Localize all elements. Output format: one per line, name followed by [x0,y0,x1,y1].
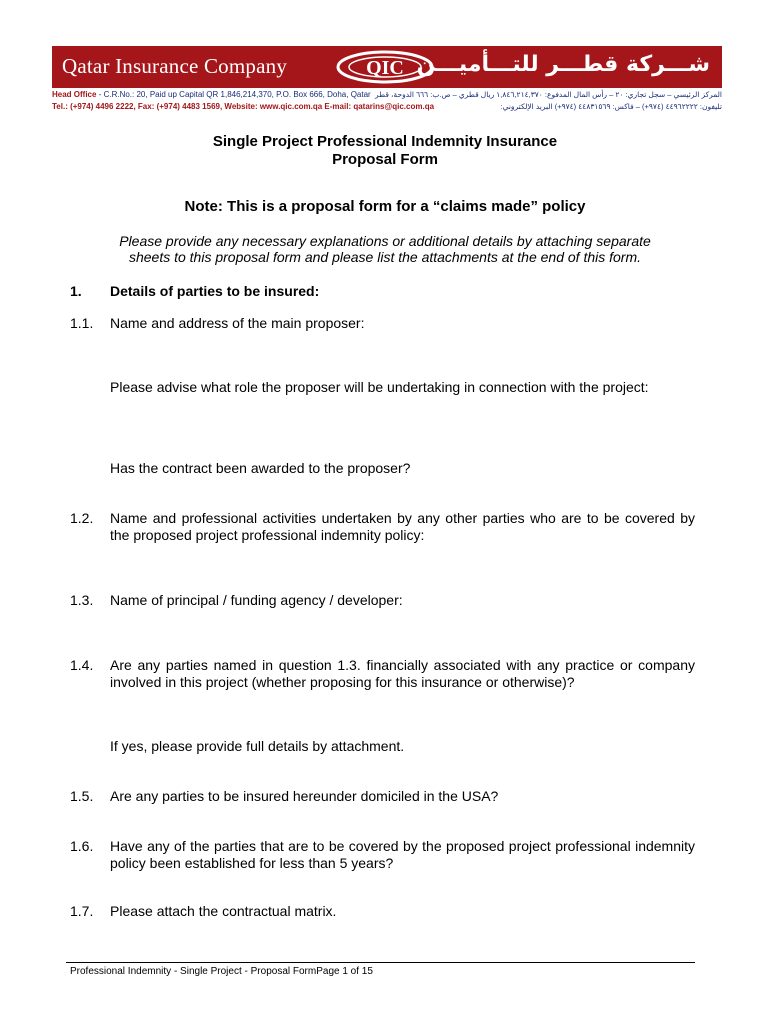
q1-4-followup-text: If yes, please provide full details by attachment. [110,738,405,754]
q1-7-number: 1.7. [70,903,94,919]
q1-1-number: 1.1. [70,315,94,331]
claims-made-note: Note: This is a proposal form for a “claims made” policy [184,198,586,215]
company-name-ar: شـــركة قطـــر للتـــأميـــن [416,52,710,77]
section-number: 1. [70,283,82,299]
q1-5-text: Are any parties to be insured hereunder domiciled in the USA? [110,788,499,804]
q1-2-number: 1.2. [70,510,94,526]
q1-1-role-text: Please advise what role the proposer will be undertaking in connection with the project: [110,379,649,395]
q1-5-number: 1.5. [70,788,94,804]
logo-text: QIC [366,57,404,79]
q1-4-text: Are any parties named in question 1.3. financially associated with any practice or company involved in this project (whether proposing for this insurance or otherwise)? [110,657,695,690]
form-subtitle: Proposal Form [332,151,438,168]
q1-2-text: Name and professional activities undertaken by any other parties who are to be covered by the proposed project professional indemnity policy: [110,510,695,543]
contact-text-ar: تليفون: ٤٤٩٦٢٢٢٢ (٩٧٤+) – فاكس: ٤٤٨٣١٥٦٩ (٩٧٤+) البريد الإلكتروني: [500,102,722,111]
q1-6-number: 1.6. [70,838,94,854]
head-office-text-ar: المركز الرئيسي – سجل تجاري: ٢٠ – رأس المال المدفوع: ١,٨٤٦,٢١٤,٣٧٠ ريال قطري – ص.ب: ٦٦٦ الدوحة، قطر [375,90,722,99]
q1-1-text: Name and address of the main proposer: [110,315,365,331]
contact-text: Tel.: (+974) 4496 2222, Fax: (+974) 4483 1569, Website: www.qic.com.qa E-mail: qatarins@qic.com.qa [52,102,435,111]
letterhead-banner [52,46,722,88]
head-office-label: Head Office [52,90,97,99]
page-footer: Professional Indemnity - Single Project - Proposal FormPage 1 of 15 [70,966,373,977]
q1-3-text: Name of principal / funding agency / developer: [110,592,403,608]
form-title: Single Project Professional Indemnity Insurance [212,133,558,150]
head-office-text: - C.R.No.: 20, Paid up Capital QR 1,846,214,370, P.O. Box 666, Doha, Qatar [96,90,371,99]
section-heading: Details of parties to be insured: [110,283,320,299]
instructions-line-1: Please provide any necessary explanations or additional details by attaching separate [119,233,651,249]
q1-1-awarded-text: Has the contract been awarded to the proposer? [110,460,411,476]
q1-3-number: 1.3. [70,592,94,608]
q1-7-text: Please attach the contractual matrix. [110,903,337,919]
contact-line [52,102,722,115]
footer-divider [66,962,695,963]
company-name-en: Qatar Insurance Company [62,54,288,78]
instructions-line-2: sheets to this proposal form and please list the attachments at the end of this form. [128,249,642,265]
q1-6-text: Have any of the parties that are to be covered by the proposed project professional indemnity policy been established for less than 5 years? [110,838,695,871]
q1-4-number: 1.4. [70,657,94,673]
